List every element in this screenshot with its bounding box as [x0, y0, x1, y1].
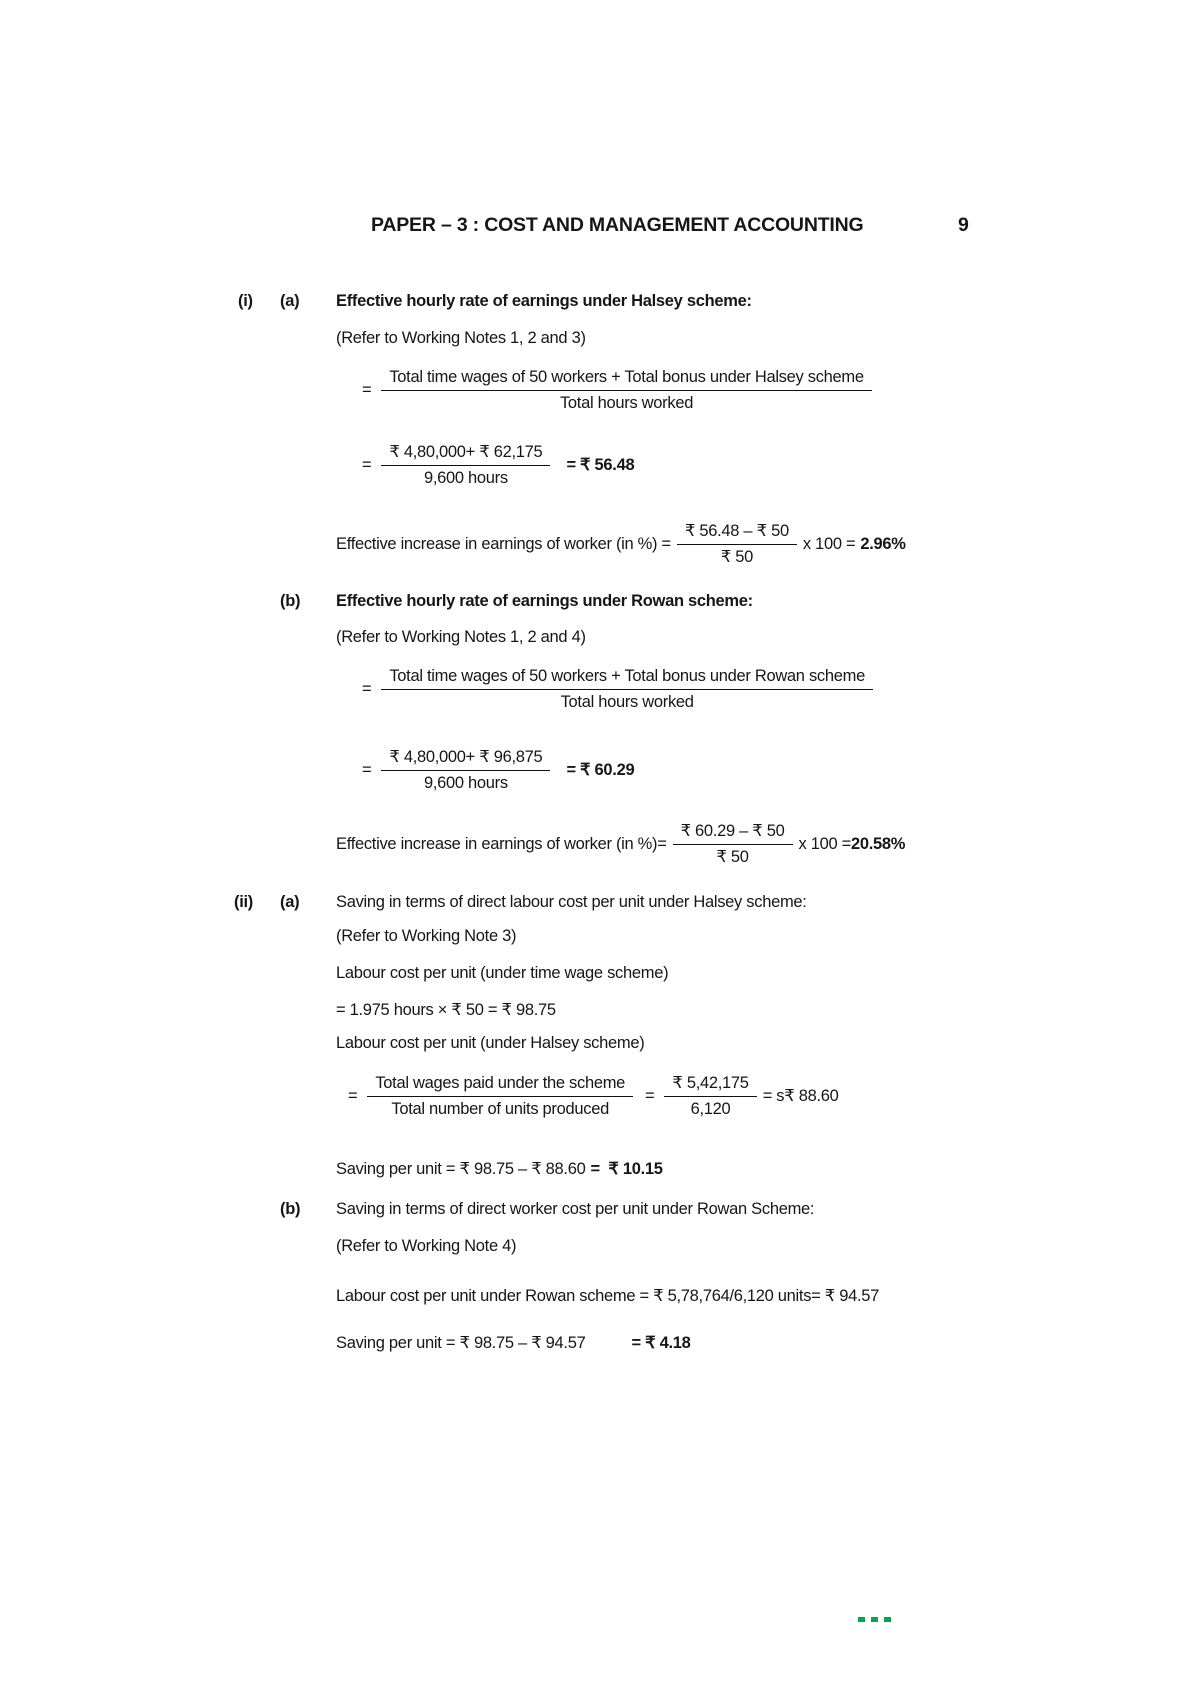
- fraction-denominator: ₹ 50: [716, 848, 749, 867]
- time-wage-label-line: [336, 964, 668, 983]
- halsey-cost-label-line: [336, 1034, 644, 1053]
- heading-halsey-saving: Saving in terms of direct labour cost per unit under Halsey scheme:: [336, 893, 807, 911]
- item-b-label: (b): [280, 592, 301, 610]
- halsey-saving-line: [336, 1160, 663, 1179]
- rowan-saving-line: [336, 1334, 691, 1353]
- fraction: [381, 367, 871, 414]
- saving-lead: Saving per unit = ₹ 98.75 – ₹ 88.60: [336, 1160, 586, 1178]
- end-marker-dot: [884, 1617, 891, 1622]
- fraction-numerator: Total time wages of 50 workers + Total bonus under Rowan scheme: [381, 666, 873, 690]
- fraction: [381, 747, 550, 794]
- fraction-numerator: ₹ 60.29 – ₹ 50: [673, 821, 793, 845]
- line-text: = 1.975 hours × ₹ 50 = ₹ 98.75: [336, 1001, 556, 1019]
- equals-sign: =: [348, 1086, 358, 1105]
- note-working-notes-124: [336, 628, 586, 647]
- rowan-rate-formula: [362, 666, 879, 713]
- fraction-numerator: ₹ 4,80,000+ ₹ 62,175: [381, 442, 550, 466]
- section-i-b-heading-row: [280, 592, 753, 611]
- increase-lead: Effective increase in earnings of worker (in %)=: [336, 834, 667, 853]
- page-number: 9: [958, 214, 969, 236]
- fraction-denominator: Total hours worked: [560, 693, 694, 712]
- note-text: (Refer to Working Notes 1, 2 and 3): [336, 329, 586, 347]
- fraction-numerator: ₹ 5,42,175: [664, 1073, 756, 1097]
- fraction-numerator: Total time wages of 50 workers + Total bonus under Halsey scheme: [381, 367, 871, 391]
- line-text: Labour cost per unit (under time wage scheme): [336, 964, 669, 982]
- fraction-denominator: Total number of units produced: [391, 1100, 609, 1119]
- line-text: Labour cost per unit (under Halsey scheme): [336, 1034, 645, 1052]
- result-rowan-rate: = ₹ 60.29: [566, 760, 635, 779]
- saving-lead: Saving per unit = ₹ 98.75 – ₹ 94.57: [336, 1334, 586, 1352]
- increase-lead: Effective increase in earnings of worker (in %) =: [336, 534, 671, 553]
- result-rowan-saving: = ₹ 4.18: [631, 1334, 691, 1352]
- heading-rowan-rate: Effective hourly rate of earnings under Rowan scheme:: [336, 592, 753, 610]
- fraction: [381, 442, 550, 489]
- time-wage-calc-line: [336, 1001, 556, 1020]
- fraction-numerator: ₹ 56.48 – ₹ 50: [677, 521, 797, 545]
- fraction-numerator: Total wages paid under the scheme: [367, 1073, 633, 1097]
- fraction: [381, 666, 873, 713]
- section-i-label: (i): [238, 292, 253, 310]
- equals-sign: =: [362, 760, 372, 779]
- section-i-a-heading-row: [238, 292, 752, 311]
- section-ii-a-heading-row: [234, 893, 807, 912]
- equals-sign: =: [645, 1086, 655, 1105]
- end-marker-dot: [858, 1617, 865, 1622]
- fraction-denominator: ₹ 50: [720, 548, 753, 567]
- line-text: Labour cost per unit under Rowan scheme = ₹ 5,78,764/6,120 units= ₹ 94.57: [336, 1287, 880, 1305]
- rowan-values-formula: [362, 747, 634, 794]
- page-title: PAPER – 3 : COST AND MANAGEMENT ACCOUNTING: [371, 214, 864, 236]
- fraction: [664, 1073, 756, 1120]
- note-text: (Refer to Working Note 4): [336, 1237, 517, 1255]
- end-marker-dot: [871, 1617, 878, 1622]
- fraction: [677, 521, 797, 568]
- item-a-label: (a): [280, 292, 300, 310]
- note-working-note-4: [336, 1237, 516, 1256]
- section-ii-b-heading-row: [280, 1200, 814, 1219]
- note-working-note-3: [336, 927, 516, 946]
- fraction-denominator: 9,600 hours: [423, 469, 508, 488]
- halsey-increase-line: [336, 521, 906, 568]
- multiplier-text: x 100 =: [802, 534, 856, 553]
- result-halsey-increase: 2.96%: [860, 534, 906, 553]
- heading-halsey-rate: Effective hourly rate of earnings under Halsey scheme:: [336, 292, 752, 310]
- result-halsey-rate: = ₹ 56.48: [566, 455, 635, 474]
- note-text: (Refer to Working Notes 1, 2 and 4): [336, 628, 586, 646]
- rowan-cost-line: [336, 1287, 879, 1306]
- fraction-numerator: ₹ 4,80,000+ ₹ 96,875: [381, 747, 550, 771]
- note-working-notes-123: [336, 329, 586, 348]
- fraction-denominator: 6,120: [690, 1100, 731, 1119]
- item-a-label: (a): [280, 893, 300, 911]
- result-halsey-cost: = s₹ 88.60: [762, 1086, 839, 1105]
- rowan-increase-line: [336, 821, 905, 868]
- fraction-denominator: Total hours worked: [559, 394, 694, 413]
- halsey-cost-formula: [348, 1073, 839, 1120]
- end-of-answer-marker: [858, 1617, 891, 1622]
- fraction-denominator: 9,600 hours: [423, 774, 508, 793]
- equals-sign: =: [362, 380, 372, 399]
- item-b-label: (b): [280, 1200, 301, 1218]
- result-halsey-saving: = ₹ 10.15: [590, 1160, 663, 1178]
- section-ii-label: (ii): [234, 893, 253, 911]
- fraction: [673, 821, 793, 868]
- halsey-values-formula: [362, 442, 634, 489]
- result-rowan-increase: 20.58%: [851, 834, 906, 853]
- halsey-rate-formula: [362, 367, 878, 414]
- multiplier-text: x 100 =: [798, 834, 852, 853]
- heading-rowan-saving: Saving in terms of direct worker cost per unit under Rowan Scheme:: [336, 1200, 815, 1218]
- equals-sign: =: [362, 679, 372, 698]
- fraction: [367, 1073, 633, 1120]
- note-text: (Refer to Working Note 3): [336, 927, 517, 945]
- equals-sign: =: [362, 455, 372, 474]
